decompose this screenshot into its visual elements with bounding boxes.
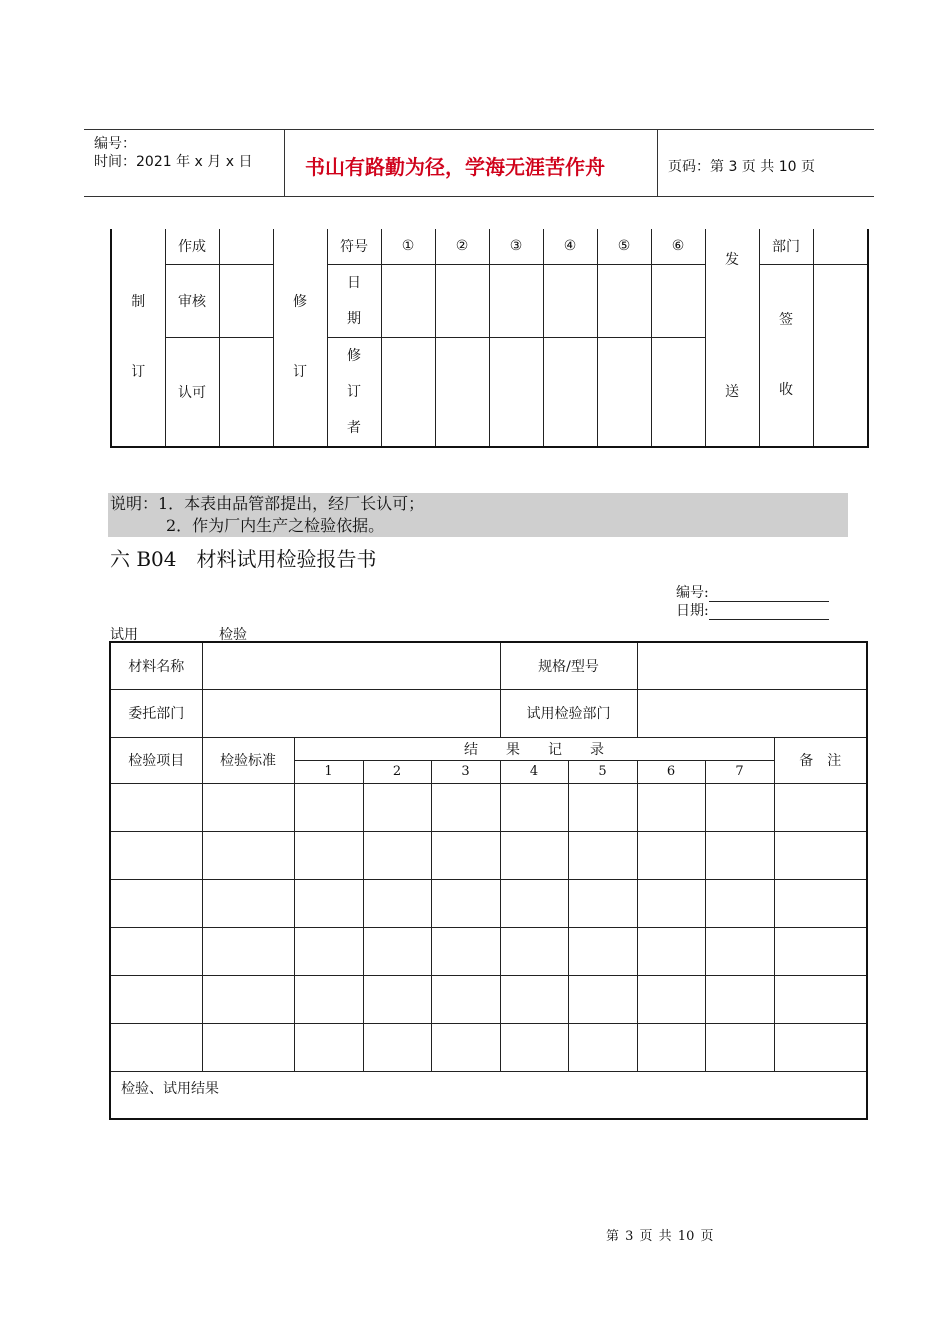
- table-cell[interactable]: [637, 831, 705, 879]
- result-col-6: 6: [637, 760, 705, 783]
- date-cell-6[interactable]: [651, 264, 705, 337]
- table-cell[interactable]: [705, 1023, 774, 1071]
- entrusting-dept-value[interactable]: [202, 689, 500, 737]
- result-col-4: 4: [500, 760, 568, 783]
- table-cell[interactable]: [294, 879, 363, 927]
- table-cell[interactable]: [500, 783, 568, 831]
- table-cell[interactable]: [637, 879, 705, 927]
- department-label: 部门: [759, 229, 813, 264]
- made-by-value[interactable]: [219, 229, 273, 264]
- reviser-cell-4[interactable]: [543, 337, 597, 447]
- report-code-field: [676, 582, 829, 602]
- reviser-cell-6[interactable]: [651, 337, 705, 447]
- table-cell[interactable]: [363, 783, 431, 831]
- table-cell[interactable]: [202, 975, 294, 1023]
- spec-model-value[interactable]: [637, 642, 867, 689]
- result-col-3: 3: [431, 760, 500, 783]
- date-cell-1[interactable]: [381, 264, 435, 337]
- table-cell[interactable]: [110, 783, 202, 831]
- table-cell[interactable]: [110, 879, 202, 927]
- table-cell[interactable]: [431, 927, 500, 975]
- symbol-5: ⑤: [597, 229, 651, 264]
- table-cell[interactable]: [431, 783, 500, 831]
- table-cell[interactable]: [500, 831, 568, 879]
- shou-char: 收: [779, 382, 793, 398]
- table-cell[interactable]: [363, 879, 431, 927]
- date-label-cell: [327, 264, 381, 337]
- table-cell[interactable]: [568, 1023, 637, 1071]
- report-date-field: [676, 600, 829, 620]
- footer-page-number: 第 3 页 共 10 页: [606, 1229, 714, 1244]
- table-cell[interactable]: [774, 831, 867, 879]
- table-cell[interactable]: [637, 1023, 705, 1071]
- table-cell[interactable]: [202, 879, 294, 927]
- header-motto: 书山有路勤为径，学海无涯苦作舟: [305, 155, 605, 179]
- result-summary-cell[interactable]: [110, 1071, 867, 1119]
- inspect-item-header: 检验项目: [110, 737, 202, 783]
- table-cell[interactable]: [110, 831, 202, 879]
- table-cell[interactable]: [500, 927, 568, 975]
- reviser-cell-3[interactable]: [489, 337, 543, 447]
- section-tag-trial: 试用: [110, 627, 138, 643]
- symbol-2: ②: [435, 229, 489, 264]
- report-code-label: 编号:: [676, 585, 709, 601]
- table-cell[interactable]: [705, 879, 774, 927]
- table-cell[interactable]: [202, 831, 294, 879]
- table-row: [110, 831, 867, 879]
- report-date-input[interactable]: [709, 605, 829, 620]
- table-cell[interactable]: [705, 975, 774, 1023]
- table-cell[interactable]: [500, 975, 568, 1023]
- header-top-rule: [84, 129, 874, 130]
- reviewed-by-label: 审核: [165, 264, 219, 337]
- symbol-3: ③: [489, 229, 543, 264]
- table-cell[interactable]: [568, 831, 637, 879]
- material-name-label: 材料名称: [110, 642, 202, 689]
- inspect-standard-header: 检验标准: [202, 737, 294, 783]
- table-row: [110, 783, 867, 831]
- reviser-cell-1[interactable]: [381, 337, 435, 447]
- note-line-1: 说明：1．本表由品管部提出，经厂长认可；: [110, 494, 425, 513]
- note-block: [108, 493, 848, 537]
- xiuding-label-cell: [273, 229, 327, 447]
- table-cell[interactable]: [294, 975, 363, 1023]
- table-cell[interactable]: [568, 927, 637, 975]
- department-value[interactable]: [813, 229, 868, 264]
- result-record-header: 结 果 记 录: [294, 737, 774, 760]
- table-row: [110, 1023, 867, 1071]
- table-cell[interactable]: [568, 879, 637, 927]
- reviser-char-2: 订: [347, 383, 361, 400]
- qian-char: 签: [779, 312, 793, 328]
- table-cell[interactable]: [110, 927, 202, 975]
- material-name-value[interactable]: [202, 642, 500, 689]
- result-summary-label: 检验、试用结果: [121, 1080, 219, 1097]
- table-cell[interactable]: [294, 927, 363, 975]
- date-cell-2[interactable]: [435, 264, 489, 337]
- made-by-label: 作成: [165, 229, 219, 264]
- table-cell[interactable]: [110, 1023, 202, 1071]
- header-divider-right: [657, 129, 658, 197]
- reviser-cell-5[interactable]: [597, 337, 651, 447]
- table-cell[interactable]: [774, 1023, 867, 1071]
- table-cell[interactable]: [705, 927, 774, 975]
- remarks-header: 备 注: [774, 737, 867, 783]
- table-cell[interactable]: [202, 1023, 294, 1071]
- date-char-2: 期: [347, 310, 361, 327]
- table-cell[interactable]: [637, 975, 705, 1023]
- ding-char-2: 订: [293, 364, 307, 381]
- table-cell[interactable]: [637, 783, 705, 831]
- symbol-4: ④: [543, 229, 597, 264]
- ding-char: 订: [131, 364, 146, 381]
- table-cell[interactable]: [202, 927, 294, 975]
- table-cell[interactable]: [431, 879, 500, 927]
- reviewed-by-value[interactable]: [219, 264, 273, 337]
- table-cell[interactable]: [774, 783, 867, 831]
- table-row: [110, 975, 867, 1023]
- song-char: 送: [725, 384, 739, 400]
- date-cell-3[interactable]: [489, 264, 543, 337]
- report-date-label: 日期:: [676, 603, 709, 619]
- fa-char: 发: [725, 252, 739, 268]
- result-col-5: 5: [568, 760, 637, 783]
- reviser-cell-2[interactable]: [435, 337, 489, 447]
- header-code-label: 编号：: [94, 136, 136, 152]
- result-col-1: 1: [294, 760, 363, 783]
- table-cell[interactable]: [294, 1023, 363, 1071]
- zhiding-label-cell: [111, 229, 165, 447]
- note-line-2: 2．作为厂内生产之检验依据。: [166, 516, 385, 535]
- table-cell[interactable]: [705, 783, 774, 831]
- header-divider-left: [284, 129, 285, 197]
- sign-value[interactable]: [813, 264, 868, 447]
- symbol-6: ⑥: [651, 229, 705, 264]
- section-title: 六 B04 材料试用检验报告书: [110, 547, 377, 571]
- table-cell[interactable]: [202, 783, 294, 831]
- entrusting-dept-label: 委托部门: [110, 689, 202, 737]
- reviser-char-3: 者: [347, 419, 361, 436]
- table-cell[interactable]: [294, 783, 363, 831]
- table-cell[interactable]: [431, 831, 500, 879]
- table-cell[interactable]: [500, 879, 568, 927]
- table-cell[interactable]: [431, 975, 500, 1023]
- section-tag-inspect: 检验: [219, 627, 247, 643]
- approved-by-value[interactable]: [219, 337, 273, 447]
- header-bottom-rule: [84, 196, 874, 197]
- reviser-char-1: 修: [347, 347, 361, 364]
- table-row: [110, 879, 867, 927]
- result-col-7: 7: [705, 760, 774, 783]
- table-cell[interactable]: [431, 1023, 500, 1071]
- header-time-label: 时间：2021 年 x 月 x 日: [94, 154, 253, 170]
- table-cell[interactable]: [774, 927, 867, 975]
- table-cell[interactable]: [363, 1023, 431, 1071]
- table-cell[interactable]: [363, 927, 431, 975]
- reviser-label-cell: [327, 337, 381, 447]
- table-row: [110, 927, 867, 975]
- table-cell[interactable]: [774, 879, 867, 927]
- table-cell[interactable]: [774, 975, 867, 1023]
- approved-by-label: 认可: [165, 337, 219, 447]
- table-cell[interactable]: [500, 1023, 568, 1071]
- table-cell[interactable]: [363, 975, 431, 1023]
- qianshou-label-cell: [759, 264, 813, 447]
- table-cell[interactable]: [568, 975, 637, 1023]
- revision-table: [110, 229, 869, 448]
- table-cell[interactable]: [705, 831, 774, 879]
- symbol-1: ①: [381, 229, 435, 264]
- date-cell-4[interactable]: [543, 264, 597, 337]
- xiu-char: 修: [293, 294, 307, 311]
- fasong-label-cell: [705, 229, 759, 447]
- spec-model-label: 规格/型号: [500, 642, 637, 689]
- report-table: [109, 641, 868, 1120]
- trial-dept-label: 试用检验部门: [500, 689, 637, 737]
- result-col-2: 2: [363, 760, 431, 783]
- date-char-1: 日: [347, 274, 361, 291]
- table-cell[interactable]: [294, 831, 363, 879]
- table-cell[interactable]: [110, 975, 202, 1023]
- zhi-char: 制: [131, 294, 146, 311]
- date-cell-5[interactable]: [597, 264, 651, 337]
- table-cell[interactable]: [363, 831, 431, 879]
- symbol-label: 符号: [327, 229, 381, 264]
- trial-dept-value[interactable]: [637, 689, 867, 737]
- table-cell[interactable]: [637, 927, 705, 975]
- header-page-info: 页码：第 3 页 共 10 页: [668, 159, 815, 175]
- table-cell[interactable]: [568, 783, 637, 831]
